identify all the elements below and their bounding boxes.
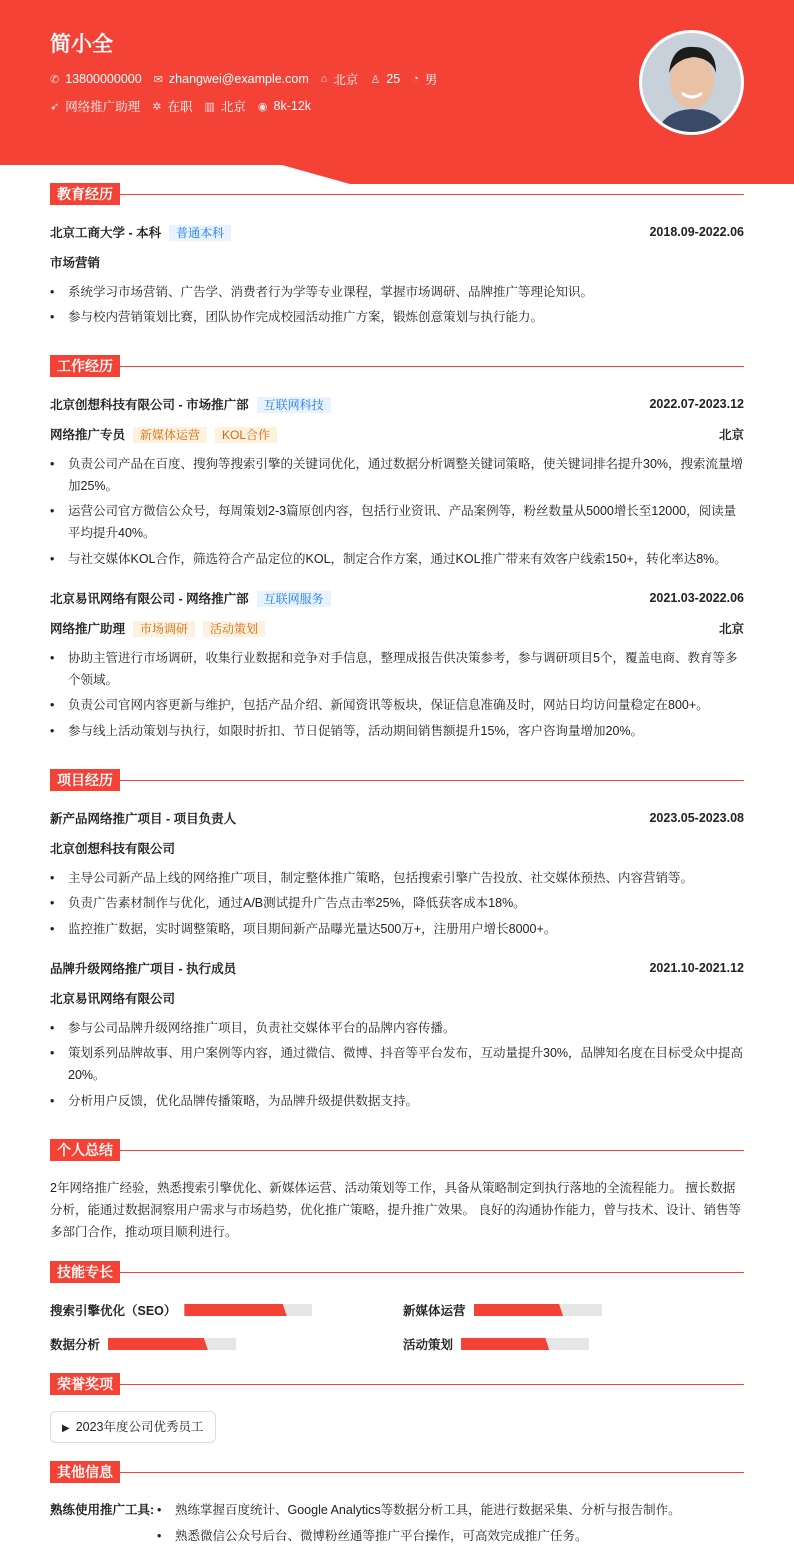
section-title: 其他信息: [50, 1461, 120, 1483]
skill-tag: 新媒体运营: [133, 427, 207, 443]
project-company: [50, 839, 744, 857]
project-header: [50, 959, 744, 977]
job-intent-row: [50, 97, 311, 115]
work-header: [50, 589, 744, 607]
list-item: • 负责公司官网内容更新与维护，包括产品介绍、新闻资讯等板块，保证信息准确及时，网站日均访问量稳定在800+。: [50, 694, 744, 716]
list-item: • 系统学习市场营销、广告学、消费者行为学等专业课程，掌握市场调研、品牌推广等理论知识。: [50, 281, 744, 303]
list-item: • 监控推广数据，实时调整策略，项目期间新产品曝光量达500万+，注册用户增长8000+。: [50, 918, 744, 940]
date: 2023.05-2023.08: [649, 811, 744, 825]
skill-item: [403, 1301, 602, 1319]
section-other: [50, 1461, 744, 1483]
degree-tag: 普通本科: [169, 225, 231, 241]
city: 北京: [333, 73, 359, 87]
target-city: 北京: [220, 100, 246, 114]
list-item: • 负责广告素材制作与优化，通过A/B测试提升广告点击率25%，降低获客成本18%。: [50, 892, 744, 914]
skill-name: 新媒体运营: [403, 1304, 466, 1318]
skill-item: [50, 1335, 236, 1353]
caret-right-icon: ▶: [62, 1423, 70, 1434]
contact-row: [50, 70, 437, 88]
list-item: • 熟悉微信公众号后台、微博粉丝通等推广平台操作，可高效完成推广任务。: [157, 1525, 747, 1547]
list-item: • 参与公司品牌升级网络推广项目，负责社交媒体平台的品牌内容传播。: [50, 1017, 744, 1039]
list-item: • 协助主管进行市场调研，收集行业数据和竞争对手信息，整理成报告供决策参考，参与调研项目5个，覆盖电商、教育等多个领域。: [50, 647, 744, 691]
skill-item: [50, 1301, 312, 1319]
building-icon: ▥: [204, 100, 215, 113]
skill-bar: [474, 1304, 602, 1316]
skill-fill: [474, 1304, 564, 1316]
divider: [120, 780, 744, 781]
section-awards: [50, 1373, 744, 1395]
project-company: [50, 989, 744, 1007]
list-item: • 与社交媒体KOL合作，筛选符合产品定位的KOL，制定合作方案，通过KOL推广带来有效客户线索150+，转化率达8%。: [50, 548, 744, 570]
skill-tag: 市场调研: [133, 621, 195, 637]
work-role: [50, 425, 744, 443]
skill-item: [403, 1335, 589, 1353]
date: 2022.07-2023.12: [649, 397, 744, 411]
section-education: [50, 183, 744, 205]
email: zhangwei@example.com: [168, 72, 309, 86]
list-item: • 参与线上活动策划与执行，如限时折扣、节日促销等，活动期间销售额提升15%，客户咨询量增加20%。: [50, 720, 744, 742]
cake-icon: ♙: [370, 73, 381, 86]
divider: [120, 194, 744, 195]
project-header: [50, 809, 744, 827]
section-title: 荣誉奖项: [50, 1373, 120, 1395]
company: 北京易讯网络有限公司: [50, 992, 176, 1006]
industry-tag: 互联网科技: [257, 397, 331, 413]
divider: [120, 1472, 744, 1473]
project-title: 新产品网络推广项目 - 项目负责人: [50, 812, 237, 826]
section-work: [50, 355, 744, 377]
send-icon: ➶: [50, 100, 60, 113]
skill-name: 活动策划: [403, 1338, 454, 1352]
divider: [120, 366, 744, 367]
section-skills: [50, 1261, 744, 1283]
education-header: [50, 223, 744, 241]
section-title: 项目经历: [50, 769, 120, 791]
divider: [120, 1272, 744, 1273]
date: 2018.09-2022.06: [649, 225, 744, 239]
age: 25: [386, 72, 401, 86]
skill-name: 数据分析: [50, 1338, 101, 1352]
other-label: 熟练使用推广工具:: [50, 1503, 155, 1517]
divider: [120, 1150, 744, 1151]
list-item: • 分析用户反馈，优化品牌传播策略，为品牌升级提供数据支持。: [50, 1090, 744, 1112]
industry-tag: 互联网服务: [257, 591, 331, 607]
avatar: [639, 30, 744, 135]
candidate-name: 简小全: [50, 33, 113, 56]
skill-fill: [184, 1304, 286, 1316]
project-title: 品牌升级网络推广项目 - 执行成员: [50, 962, 237, 976]
school: 北京工商大学 - 本科: [50, 226, 162, 240]
date: 2021.10-2021.12: [649, 961, 744, 975]
major-text: 市场营销: [50, 256, 101, 270]
list-item: • 运营公司官方微信公众号，每周策划2-3篇原创内容，包括行业资讯、产品案例等，粉丝数量从5000增长至12000，阅读量平均提升40%。: [50, 500, 744, 544]
work-role: [50, 619, 744, 637]
salary: 8k-12k: [273, 99, 312, 113]
section-title: 工作经历: [50, 355, 120, 377]
status: 在职: [167, 100, 193, 114]
work-header: [50, 395, 744, 413]
date: 2021.03-2022.06: [649, 591, 744, 605]
list-item: • 参与校内营销策划比赛，团队协作完成校园活动推广方案，锻炼创意策划与执行能力。: [50, 306, 744, 328]
section-title: 技能专长: [50, 1261, 120, 1283]
skill-name: 搜索引擎优化（SEO）: [50, 1304, 177, 1318]
section-title: 个人总结: [50, 1139, 120, 1161]
skill-bar: [108, 1338, 236, 1350]
summary-text: 2年网络推广经验，熟悉搜索引擎优化、新媒体运营、活动策划等工作，具备从策略制定到执行落地的全流程能力。 擅长数据分析，能通过数据洞察用户需求与市场趋势，优化推广策略，提升推广效果。 良好的沟通协作能力，曾与技术、设计、销售等多部门合作，推动项目顺利进行。: [50, 1181, 741, 1239]
home-icon: ⌂: [320, 73, 328, 85]
gender-icon: ◔: [412, 73, 419, 85]
company: 北京创想科技有限公司 - 市场推广部: [50, 398, 249, 412]
gender: 男: [424, 73, 438, 87]
section-projects: [50, 769, 744, 791]
city: 北京: [718, 428, 744, 442]
company: 北京易讯网络有限公司 - 网络推广部: [50, 592, 249, 606]
list-item: • 策划系列品牌故事、用户案例等内容，通过微信、微博、抖音等平台发布，互动量提升30%，品牌知名度在目标受众中提高20%。: [50, 1042, 744, 1086]
award-text: 2023年度公司优秀员工: [75, 1420, 204, 1434]
divider: [120, 1384, 744, 1385]
list-item: • 主导公司新产品上线的网络推广项目，制定整体推广策略，包括搜索引擎广告投放、社交媒体预热、内容营销等。: [50, 867, 744, 889]
skill-tag: 活动策划: [203, 621, 265, 637]
skill-tag: KOL合作: [215, 427, 277, 443]
skill-bar: [461, 1338, 589, 1350]
section-title: 教育经历: [50, 183, 120, 205]
company: 北京创想科技有限公司: [50, 842, 176, 856]
mail-icon: ✉: [153, 73, 163, 86]
role: 网络推广专员: [50, 428, 126, 442]
section-summary: [50, 1139, 744, 1161]
skill-fill: [108, 1338, 208, 1350]
skill-fill: [461, 1338, 549, 1350]
list-item: • 负责公司产品在百度、搜狗等搜索引擎的关键词优化，通过数据分析调整关键词策略，使关键词排名提升30%，搜索流量增加25%。: [50, 453, 744, 497]
skill-bar: [184, 1304, 312, 1316]
salary-icon: ◉: [257, 100, 268, 113]
major: [50, 253, 744, 271]
position: 网络推广助理: [65, 100, 141, 114]
role: 网络推广助理: [50, 622, 126, 636]
award-item[interactable]: [50, 1411, 216, 1443]
list-item: • 熟练掌握百度统计、Google Analytics等数据分析工具，能进行数据采集、分析与报告制作。: [157, 1499, 747, 1521]
phone-icon: ✆: [50, 73, 60, 86]
city: 北京: [718, 622, 744, 636]
phone: 13800000000: [65, 72, 142, 86]
status-icon: ✲: [152, 100, 162, 113]
